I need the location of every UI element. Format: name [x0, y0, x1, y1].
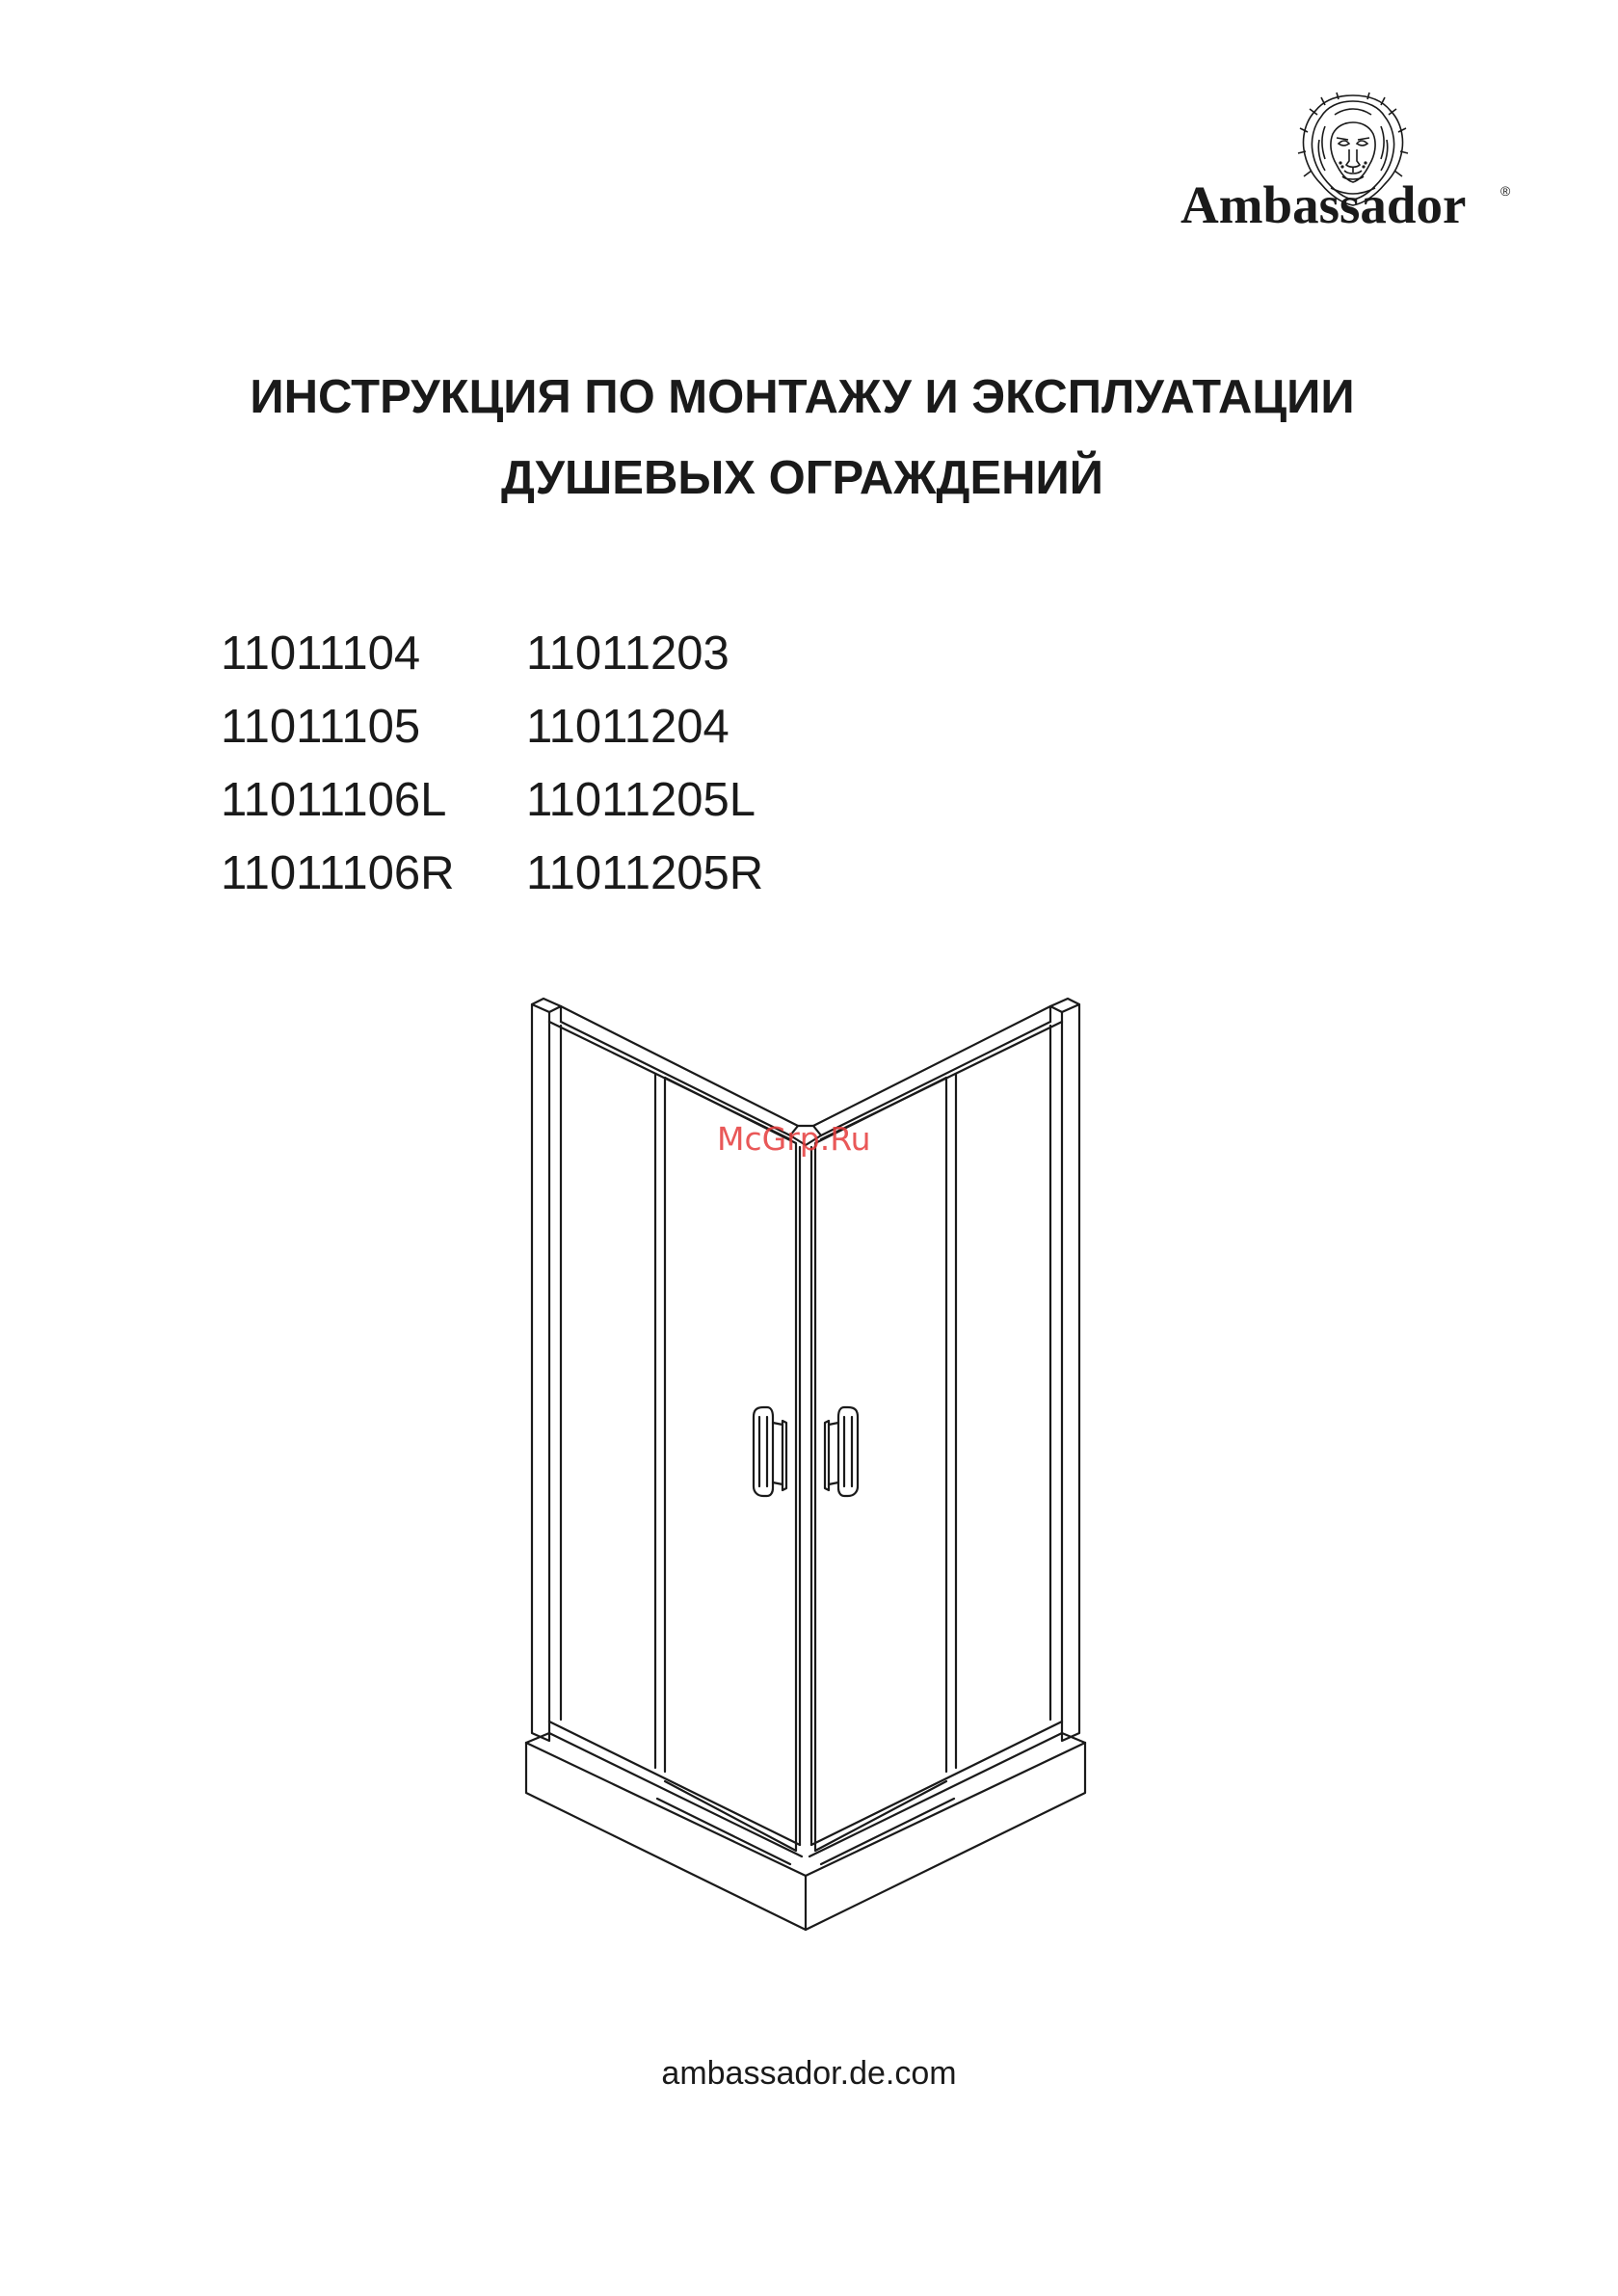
right-fixed-panel [956, 1026, 1050, 1768]
model-number: 11011205R [526, 847, 764, 899]
right-door-handle [825, 1407, 858, 1496]
brand-logo [1180, 92, 1518, 236]
left-door-handle [754, 1407, 786, 1496]
model-column-2 [526, 617, 763, 910]
model-number: 11011204 [526, 701, 729, 753]
model-number: 11011104 [221, 627, 421, 680]
model-number: 11011105 [221, 701, 421, 753]
website-link[interactable]: ambassador.de.com [661, 2055, 957, 2092]
model-number: 11011203 [526, 627, 729, 680]
document-title [0, 357, 1618, 519]
right-post [1062, 1004, 1079, 1741]
registered-mark: ® [1500, 183, 1511, 199]
right-door [815, 1078, 946, 1851]
left-post [532, 1004, 549, 1741]
model-number: 11011106L [221, 774, 447, 826]
brand-wordmark: Ambassador [1180, 175, 1467, 234]
left-door [665, 1078, 796, 1851]
watermark-text: McGrp.Ru [717, 1120, 871, 1158]
title-line-1: ИНСТРУКЦИЯ ПО МОНТАЖУ И ЭКСПЛУАТАЦИИ [250, 371, 1355, 423]
model-number: 11011205L [526, 774, 756, 826]
left-fixed-panel [561, 1026, 655, 1768]
model-number: 11011106R [221, 847, 455, 899]
model-column-1 [221, 617, 455, 910]
title-line-2: ДУШЕВЫХ ОГРАЖДЕНИЙ [501, 452, 1103, 504]
